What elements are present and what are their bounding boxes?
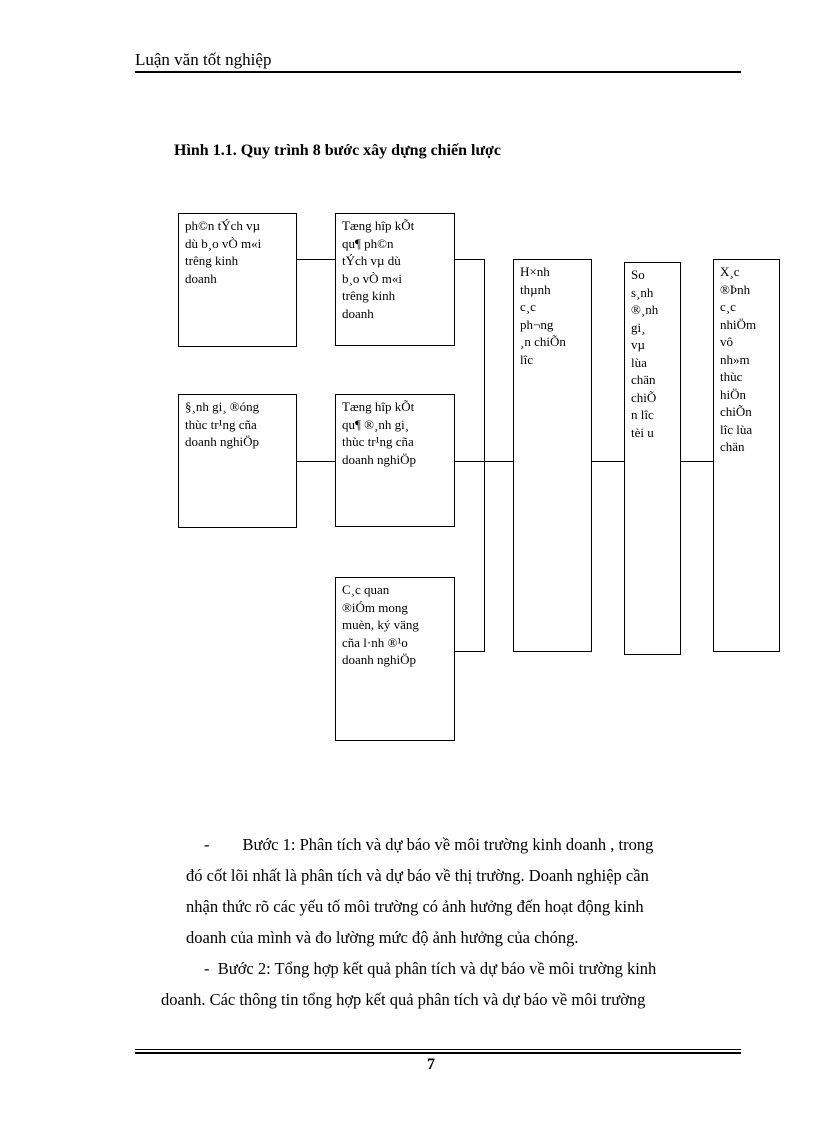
box-define-tasks: X¸c ®Þnh c¸c nhiÖm vô nh»m thùc hiÖn chiÕn lîc lùa chän	[713, 259, 780, 652]
box-form-strategies: H×nh thµnh c¸c ph¬ng ¸n chiÕn lîc	[513, 259, 592, 652]
connector-bus	[484, 259, 485, 652]
figure-title: Hình 1.1. Quy trình 8 bước xây dựng chiến lược	[174, 142, 502, 159]
box-compare-select: So s¸nh ®¸nh gi¸ vµ lùa chän chiÕ n lîc tèi u	[624, 262, 681, 655]
connector-b5-bus	[455, 651, 485, 652]
box-assess-status: §¸nh gi¸ ®óng thùc tr¹ng cña doanh nghiÖp	[178, 394, 297, 528]
box-leadership-views: C¸c quan ®iÓm mong muèn, ký väng cña l·nh ®¹o doanh nghiÖp	[335, 577, 455, 741]
paragraph-step2-line1: - Bước 2: Tổng hợp kết quả phân tích và dự báo về môi trường kinh	[204, 959, 657, 978]
paragraph-step2-line2: doanh. Các thông tin tổng hợp kết quả phân tích và dự báo về môi trường	[161, 990, 646, 1009]
connector-b2-b4	[297, 461, 335, 462]
box-summary-environment: Tæng hîp kÕt qu¶ ph©n tÝch vµ dù b¸o vÒ m«i trêng kinh doanh	[335, 213, 455, 346]
box-analyze-environment: ph©n tÝch vµ dù b¸o vÒ m«i trêng kinh doanh	[178, 213, 297, 347]
connector-b1-b3	[297, 259, 335, 260]
box-summary-status: Tæng hîp kÕt qu¶ ®¸nh gi¸ thùc tr¹ng cña doanh nghiÖp	[335, 394, 455, 527]
footer-rule-bottom	[135, 1052, 741, 1054]
paragraph-step1-line3: nhận thức rõ các yếu tố môi trường có ảnh hưởng đến hoạt động kinh	[186, 897, 644, 916]
paragraph-step1-line4: doanh của mình và đo lường mức độ ảnh hưởng của chóng.	[186, 928, 579, 947]
paragraph-step1-line2: đó cốt lõi nhất là phân tích và dự báo về thị trường. Doanh nghiệp cần	[186, 866, 649, 885]
page-number: 7	[427, 1056, 435, 1073]
connector-b3-bus	[455, 259, 485, 260]
header-rule	[135, 71, 741, 73]
footer-rule-top	[135, 1049, 741, 1050]
running-header: Luận văn tốt nghiệp	[135, 50, 272, 69]
connector-b7-b8	[680, 461, 713, 462]
paragraph-step1-line1: - Bước 1: Phân tích và dự báo về môi trường kinh doanh , trong	[204, 835, 654, 854]
